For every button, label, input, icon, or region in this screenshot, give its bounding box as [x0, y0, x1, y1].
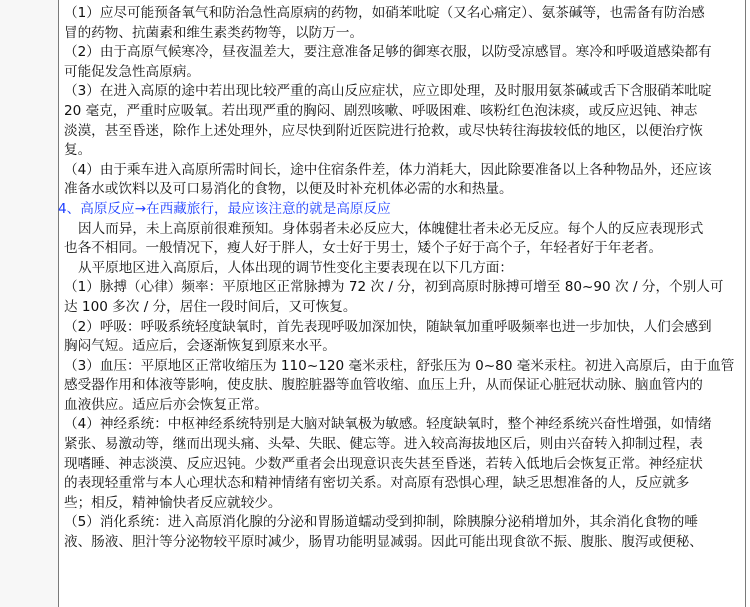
text-line: （4）由于乘车进入高原所需时间长，途中住宿条件差，体力消耗大，因此除要准备以上各种物品外，还应该 [64, 161, 712, 178]
text-line: 的表现轻重常与本人心理状态和精神情绪有密切关系。对高原有恐惧心理，缺乏思想准备的人，反应就多 [64, 475, 690, 492]
text-line: 淡漠，甚至昏迷，除作上述处理外，应尽快到附近医院进行抢救，或尽快转往海拔较低的地区，以便治疗恢 [64, 122, 703, 139]
text-line: 血液供应。适应后亦会恢复正常。 [64, 396, 268, 413]
left-margin-column [0, 0, 59, 607]
text-line: 因人而异，未上高原前很难预知。身体弱者未必反应大，体魄健壮者未必无反应。每个人的反应表现形式 [78, 220, 704, 237]
text-line: （3）血压：平原地区正常收缩压为 110~120 毫米汞柱，舒张压为 0~80 毫米汞柱。初进入高原后，由于血管 [64, 357, 735, 374]
text-line: （1）应尽可能预备氧气和防治急性高原病的药物，如硝苯吡啶（又名心痛定）、氨茶碱等，也需备有防治感 [64, 5, 705, 21]
text-line: （2）呼吸：呼吸系统轻度缺氧时，首先表现呼吸加深加快，随缺氧加重呼吸频率也进一步加快，人们会感到 [64, 318, 712, 335]
text-line: 从平原地区进入高原后，人体出现的调节性变化主要表现在以下几方面： [78, 259, 513, 276]
text-line: 可能促发急性高原病。 [64, 63, 200, 80]
text-line: （5）消化系统：进入高原消化腺的分泌和胃肠道蠕动受到抑制，除胰腺分泌稍增加外，其余消化食物的唾 [64, 514, 698, 531]
text-line: 现嗜睡、神志淡漠、反应迟钝。少数严重者会出现意识丧失甚至昏迷，若转入低地后会恢复正常。神经症状 [64, 455, 703, 472]
text-line: 感受器作用和体液等影响，使皮肤、腹腔脏器等血管收缩、血压上升，从而保证心脏冠状动脉、脑血管内的 [64, 377, 703, 394]
text-line: 准备水或饮料以及可口易消化的食物，以便及时补充机体必需的水和热量。 [64, 181, 513, 198]
text-line: 也各不相同。一般情况下，瘦人好于胖人，女士好于男士，矮个子好于高个子，年轻者好于年老者。 [64, 240, 663, 257]
text-line: 达 100 多次 / 分，居住一段时间后，又可恢复。 [64, 298, 357, 315]
document-body [58, 4, 740, 553]
text-line: （4）神经系统：中枢神经系统特别是大脑对缺氧极为敏感。轻度缺氧时，整个神经系统兴奋性增强，如情绪 [64, 416, 712, 433]
text-line: 复。 [64, 142, 92, 159]
right-border-line [745, 0, 746, 607]
text-line: 液、肠液、胆汁等分泌物较平原时减少，肠胃功能明显减弱。因此可能出现食欲不振、腹胀、腹泻或便秘、 [64, 534, 703, 551]
text-line: （3）在进入高原的途中若出现比较严重的高山反应症状，应立即处理，及时服用氨茶碱或舌下含服硝苯吡啶 [64, 83, 712, 100]
text-line: 胸闷气短。适应后，会逐渐恢复到原来水平。 [64, 338, 336, 355]
text-line: （1）脉搏（心律）频率：平原地区正常脉搏为 72 次 / 分，初到高原时脉搏可增至 80~90 次 / 分，个别人可 [64, 279, 724, 296]
text-line: 些；相反，精神愉快者反应就较少。 [64, 494, 282, 511]
text-line: （2）由于高原气候寒冷，昼夜温差大，要注意准备足够的御寒衣服，以防受凉感冒。寒冷和呼吸道感染都有 [64, 44, 712, 61]
text-line: 紧张、易激动等，继而出现头痛、头晕、失眠、健忘等。进入较高海拔地区后，则由兴奋转入抑制过程，表 [64, 436, 703, 453]
section-heading: 4、高原反应→在西藏旅行，最应该注意的就是高原反应 [58, 200, 391, 217]
text-line: 冒的药物、抗菌素和维生素类药物等，以防万一。 [64, 24, 364, 41]
text-line: 20 毫克，严重时应吸氧。若出现严重的胸闷、剧烈咳嗽、呼吸困难、咳粉红色泡沫痰，或反应迟钝、神志 [64, 102, 698, 119]
